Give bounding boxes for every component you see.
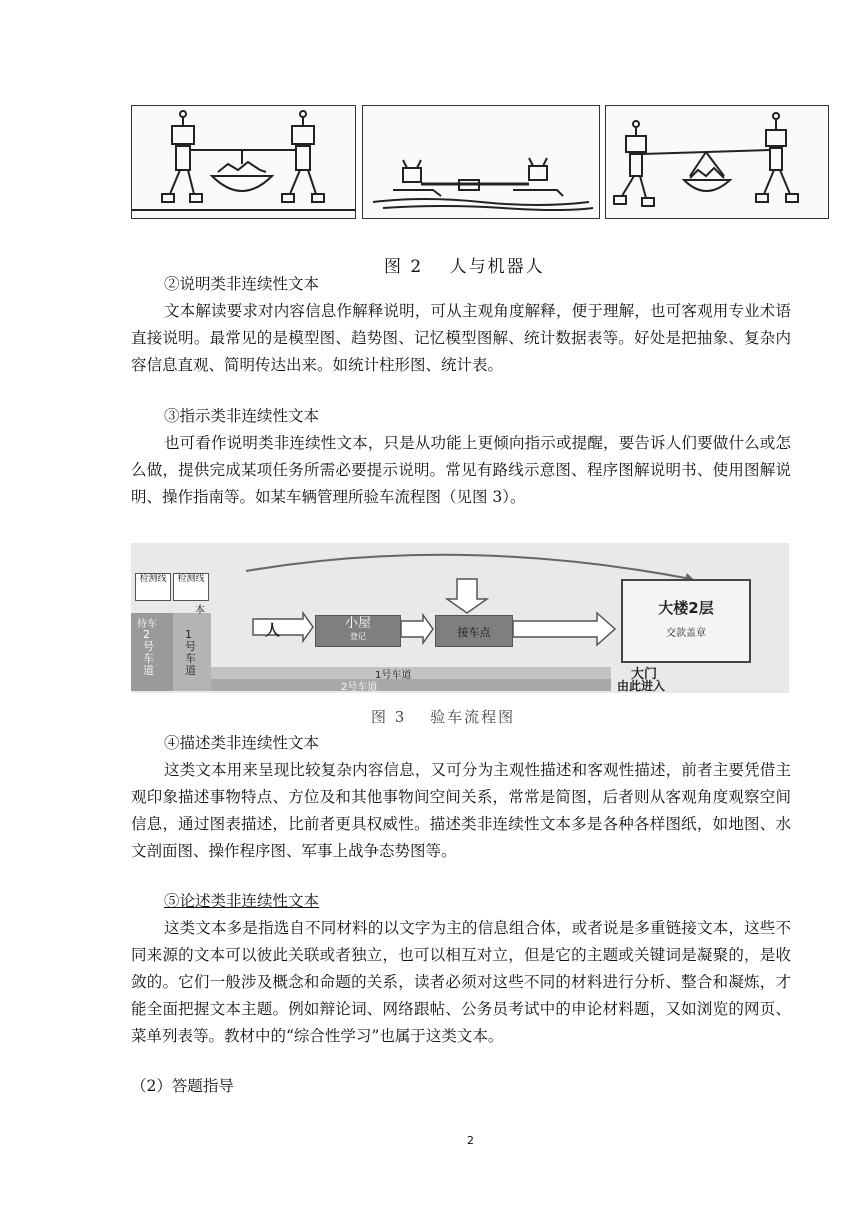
subsection-heading: （2）答题指导	[131, 1077, 234, 1095]
robots-dragging-illustration	[363, 106, 599, 218]
detection-lane-right: 检测线	[173, 573, 209, 601]
register-label: 登记	[350, 632, 366, 641]
inspection-flowchart	[131, 543, 789, 693]
comic-panel-3	[605, 105, 829, 219]
section-3-heading: ③指示类非连续性文本	[164, 407, 320, 425]
robots-carrying-cart-illustration	[606, 106, 828, 218]
person-label: 人	[265, 621, 281, 639]
lane-1-vertical-label: 1号车道	[185, 628, 196, 677]
comic-panel-1	[131, 105, 356, 219]
small-house-box	[315, 615, 401, 647]
section-5-heading: ⑤论述类非连续性文本	[164, 892, 320, 910]
figure-3-caption: 图 3 验车流程图	[371, 708, 516, 726]
building-label: 大楼2层	[658, 599, 714, 617]
pickup-point-box	[435, 615, 513, 647]
section-2-body: 文本解读要求对内容信息作解释说明，可从主观角度解释，便于理解，也可客观用专业术语直接说明。最常见的是模型图、趋势图、记忆模型图解、统计数据表等。好处是把抽象、复杂内容信息直观、简明传达出来。如统计柱形图、统计表。	[131, 302, 791, 374]
detection-lane-left: 检测线	[135, 573, 171, 601]
fee-label: 交款盖章	[666, 628, 706, 639]
section-2-heading: ②说明类非连续性文本	[164, 275, 320, 293]
section-5-body: 这类文本多是指选自不同材料的以文字为主的信息组合体，或者说是多重链接文本，这些不同来源的文本可以彼此关联或者独立，也可以相互对立，但是它的主题或关键词是凝聚的，是收敛的。它们一般涉及概念和命题的关系，读者必须对这些不同的材料进行分析、整合和凝炼，才能全面把握文本主题。例如辩论词、网络跟帖、公务员考试中的申论材料题，又如浏览的网页、菜单列表等。教材中的“综合性学习”也属于这类文本。	[131, 919, 791, 1045]
lane-2-horizontal-label: 2号车道	[341, 682, 378, 693]
waiting-car-label: 待车	[137, 619, 157, 630]
lane-1-horizontal-label: 1号车道	[375, 670, 412, 681]
gate-label-line2: 由此进入	[617, 679, 666, 693]
building-box	[621, 579, 751, 663]
page-number: 2	[467, 1134, 474, 1147]
robots-carrying-basket-illustration	[132, 106, 355, 218]
ben-label: 本	[195, 605, 205, 616]
section-3-body: 也可看作说明类非连续性文本，只是从功能上更倾向指示或提醒，要告诉人们要做什么或怎么做，提供完成某项任务所需必要提示说明。常见有路线示意图、程序图解说明书、使用图解说明、操作指南等。如某车辆管理所验车流程图（见图 3）。	[131, 434, 791, 506]
small-house-label: 小屋	[344, 616, 371, 631]
lane-2-vertical-label: 2号车道	[143, 628, 154, 677]
section-4-heading: ④描述类非连续性文本	[164, 734, 320, 752]
comic-panel-2	[362, 105, 600, 219]
pickup-point-label: 接车点	[457, 626, 491, 639]
gate-label-line1: 大门	[631, 667, 658, 682]
section-4-body: 这类文本用来呈现比较复杂内容信息，又可分为主观性描述和客观性描述，前者主要凭借主观印象描述事物特点、方位及和其他事物间空间关系，常常是简图，后者则从客观角度观察空间信息，通过图表描述，比前者更具权威性。描述类非连续性文本多是各种各样图纸，如地图、水文剖面图、操作程序图、军事上战争态势图等。	[131, 761, 791, 860]
figure-2-caption: 图 2 人与机器人	[384, 257, 545, 277]
